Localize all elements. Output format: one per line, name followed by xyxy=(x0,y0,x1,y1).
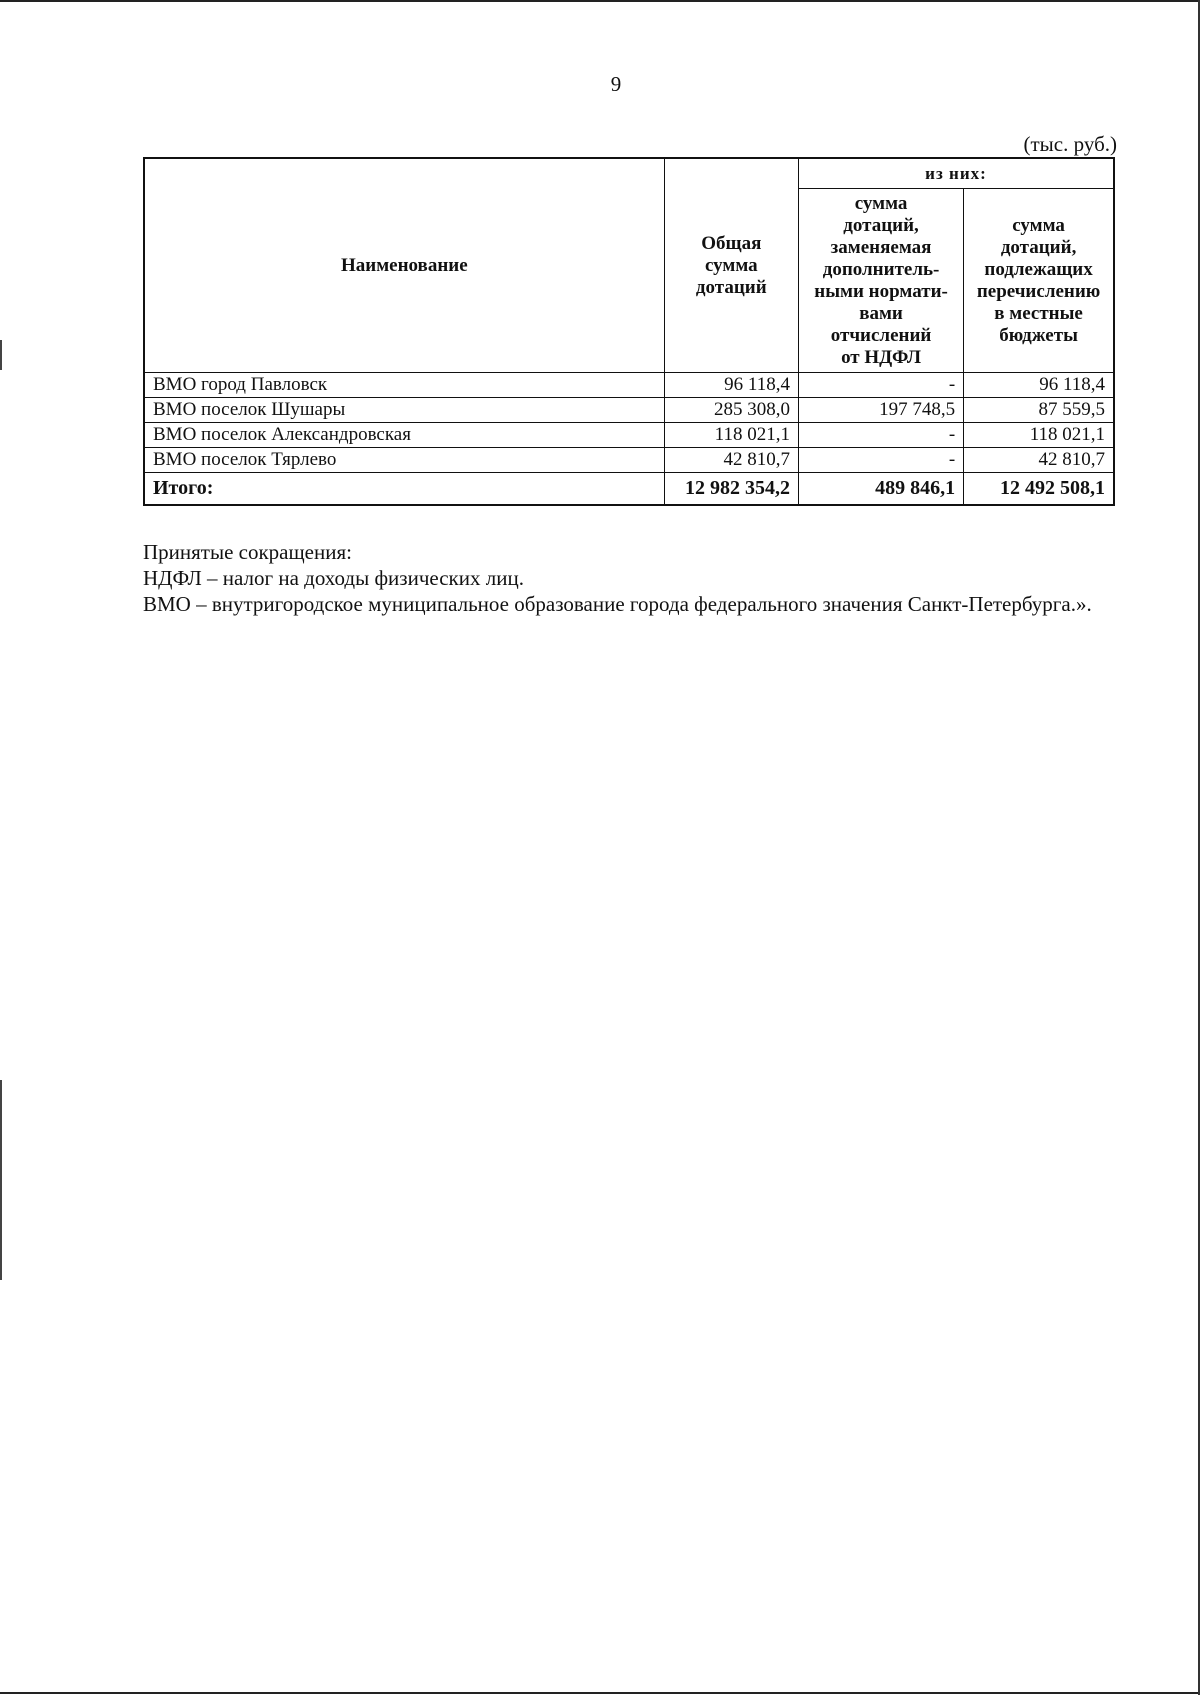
table-row xyxy=(144,398,1114,423)
header-local-line: подлежащих xyxy=(984,258,1093,280)
header-ndfl-line: от НДФЛ xyxy=(841,346,922,368)
cell-name: ВМО поселок Тярлево xyxy=(144,448,664,473)
cell-ndfl: - xyxy=(798,373,963,398)
cell-total: 118 021,1 xyxy=(664,423,798,448)
cell-name: ВМО поселок Шушары xyxy=(144,398,664,423)
cell-ndfl: 197 748,5 xyxy=(798,398,963,423)
header-ndfl-line: дополнитель- xyxy=(822,258,940,280)
note-item: НДФЛ – налог на доходы физических лиц. xyxy=(143,566,524,590)
cell-total: 96 118,4 xyxy=(664,373,798,398)
header-local xyxy=(964,189,1114,373)
scan-top-edge xyxy=(0,0,1200,2)
scan-left-mark xyxy=(0,1080,2,1280)
scan-left-mark xyxy=(0,340,2,370)
cell-local: 87 559,5 xyxy=(964,398,1114,423)
subsidies-table xyxy=(143,157,1115,506)
header-ndfl-line: вами отчислений xyxy=(830,302,932,346)
units-label: (тыс. руб.) xyxy=(1023,132,1117,156)
cell-total: 285 308,0 xyxy=(664,398,798,423)
header-total-line: сумма xyxy=(704,254,758,276)
header-ndfl-line: ными нормати- xyxy=(814,280,948,302)
header-ndfl-line: сумма xyxy=(854,192,908,214)
notes-heading: Принятые сокращения: xyxy=(143,540,352,564)
header-ndfl-line: заменяемая xyxy=(830,236,932,258)
header-total-line: Общая xyxy=(701,232,762,254)
cell-local: 96 118,4 xyxy=(964,373,1114,398)
totals-row xyxy=(144,473,1114,506)
cell-ndfl: - xyxy=(798,448,963,473)
scan-bottom-edge xyxy=(0,1692,1200,1694)
header-total-line: дотаций xyxy=(695,276,767,298)
totals-label: Итого: xyxy=(144,473,664,506)
cell-local: 118 021,1 xyxy=(964,423,1114,448)
table-row xyxy=(144,373,1114,398)
header-local-line: дотаций, xyxy=(1000,236,1077,258)
table-row xyxy=(144,423,1114,448)
header-of-which: из них: xyxy=(798,158,1114,189)
totals-ndfl: 489 846,1 xyxy=(798,473,963,506)
header-local-line: перечислению xyxy=(976,280,1101,302)
abbreviations-notes xyxy=(143,539,1092,617)
header-name: Наименование xyxy=(144,158,664,373)
page-number: 9 xyxy=(610,72,622,96)
cell-total: 42 810,7 xyxy=(664,448,798,473)
header-local-line: сумма xyxy=(1012,214,1065,236)
header-total xyxy=(664,158,798,373)
note-item: ВМО – внутригородское муниципальное образование города федерального значения Санкт-Петербурга.». xyxy=(143,592,1092,616)
cell-ndfl: - xyxy=(798,423,963,448)
header-local-line: бюджеты xyxy=(999,324,1078,346)
totals-local: 12 492 508,1 xyxy=(964,473,1114,506)
cell-name: ВМО город Павловск xyxy=(144,373,664,398)
header-ndfl-line: дотаций, xyxy=(843,214,919,236)
totals-total: 12 982 354,2 xyxy=(664,473,798,506)
cell-local: 42 810,7 xyxy=(964,448,1114,473)
cell-name: ВМО поселок Александровская xyxy=(144,423,664,448)
table-row xyxy=(144,448,1114,473)
header-ndfl xyxy=(798,189,963,373)
header-local-line: в местные xyxy=(994,302,1083,324)
